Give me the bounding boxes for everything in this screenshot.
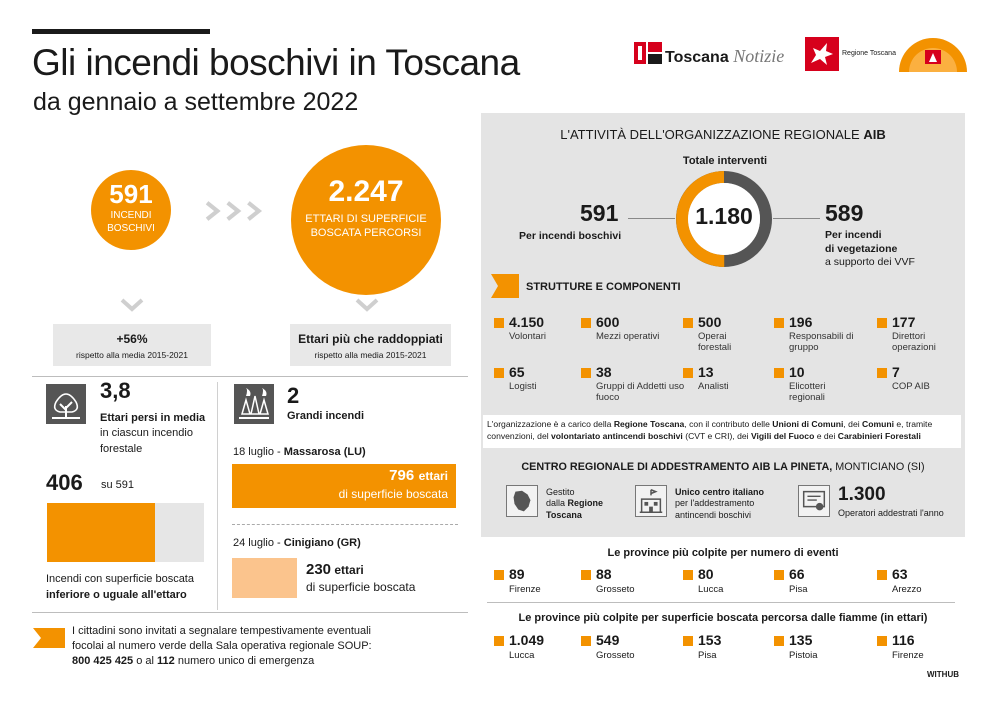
province-name: Firenze [892,650,924,661]
connector-line [628,218,675,219]
logo-toscana-word: Toscana [665,49,729,66]
org-text: L'organizzazione è a carico della [487,419,614,429]
ettari-label-1: ETTARI DI SUPERFICIE [305,213,427,225]
event-date: 18 luglio - [233,446,281,458]
vegetazione-value: 589 [825,200,864,226]
event-place: Massarosa (LU) [283,446,366,458]
component-label: COP AIB [892,381,930,392]
component-label: Gruppi di Addetti uso fuoco [596,381,685,403]
ettari-label-2: BOSCATA PERCORSI [310,226,422,239]
divider [32,612,468,613]
divider [32,376,468,377]
credit-withub: WITHUB [927,670,959,679]
citizens-notice [72,624,412,670]
connector-line [773,218,820,219]
organization-note [487,418,959,442]
component-value: 4.150 [509,314,545,330]
page-subtitle: da gennaio a settembre 2022 [33,88,359,116]
province-name: Pistoia [789,650,818,661]
operatori-value: 1.300 [838,484,886,505]
bullet-square [877,318,887,328]
gestito-2: dalla [546,498,566,509]
bullet-square [683,636,693,646]
event-cinigiano-swatch [232,558,297,598]
gestito-bold: Regione Toscana [546,498,604,520]
vegetazione-label-2: di vegetazione [825,242,898,255]
component-value: 13 [698,364,714,380]
piccoli-incendi-bar-fill [47,503,155,562]
unico-bold: Unico centro italiano [675,487,765,497]
media-ettari-value: 3,8 [100,378,131,403]
forest-fire-icon [234,384,274,424]
component-label: Volontari [509,331,546,342]
event-unit: ettari [418,469,448,483]
bullet-square [494,368,504,378]
bullet-square [774,636,784,646]
incendi-label-1: INCENDI [110,210,152,221]
citizens-line-2: focolai al numero verde della Sala operativa regionale SOUP: [72,640,372,653]
bullet-square [581,636,591,646]
province-name: Firenze [509,584,541,595]
unico-rest: per l'addestramento antincendi boschivi [675,498,755,520]
chevron-down-icon [120,298,144,312]
org-bold: Carabinieri Forestali [837,431,921,442]
component-label: Analisti [698,381,729,392]
event-date: 24 luglio - [233,537,281,549]
event-cinigiano-value [306,560,415,595]
centro-gestito [546,487,626,521]
aib-title [481,127,965,142]
provinces-events-title: Le province più colpite per numero di eventi [607,547,839,559]
citizens-end: numero unico di emergenza [177,655,315,668]
incendi-increase-note: rispetto alla media 2015-2021 [76,350,188,360]
piccoli-incendi-of: su 591 [101,479,135,491]
org-bold: Vigili del Fuoco [750,431,815,442]
event-hectares: 230 [306,561,332,578]
org-text: , dei [843,419,863,429]
bullet-square [494,636,504,646]
component-value: 177 [892,314,916,330]
boschivi-value: 591 [580,200,619,226]
province-value: 89 [509,566,525,582]
province-value: 1.049 [509,632,545,648]
event-massarosa-box [232,464,456,508]
piccoli-caption-1: Incendi con superficie boscata [46,573,194,585]
bullet-square [683,570,693,580]
component-value: 38 [596,364,612,380]
piccoli-incendi-value: 406 [46,470,83,495]
component-value: 7 [892,364,900,380]
province-value: 80 [698,566,714,582]
total-value: 1.180 [695,203,753,229]
province-name: Lucca [698,584,724,595]
province-name: Arezzo [892,584,922,595]
ettari-circle [291,145,441,295]
flag-marker-icon [33,628,65,648]
provinces-area-title: Le province più colpite per superficie boscata percorsa dalle fiamme (in ettari) [518,612,928,624]
gestito-1: Gestito [546,487,575,497]
province-name: Lucca [509,650,535,661]
dashed-divider [232,524,458,525]
toscana-notizie-logo-icon [634,42,662,64]
event-label: di superficie boscata [306,579,416,594]
grandi-incendi-label: Grandi incendi [287,410,365,422]
event-unit: ettari [334,563,364,577]
bullet-square [774,318,784,328]
ettari-increase-box [290,324,451,366]
bullet-square [494,570,504,580]
total-label: Totale interventi [682,155,768,167]
vegetazione-label [825,229,945,270]
component-value: 196 [789,314,813,330]
component-label: Operai forestali [698,331,732,353]
incendi-circle [91,170,171,250]
province-value: 153 [698,632,722,648]
incendi-increase-box [53,324,211,366]
piccoli-incendi-caption [46,572,224,604]
province-name: Grosseto [596,584,635,595]
chevrons-right-icon [205,200,267,222]
media-ettari-label-rest: in ciascun incendio forestale [100,427,193,455]
province-value: 66 [789,566,805,582]
component-value: 10 [789,364,805,380]
ettari-value: 2.247 [328,175,404,208]
bullet-square [581,570,591,580]
org-text: e, tramite convenzioni, del [487,419,933,442]
incendi-increase-value: +56% [116,332,148,346]
certificate-icon [798,485,830,517]
piccoli-caption-2: inferiore o uguale all'ettaro [46,588,187,601]
ettari-increase-note: rispetto alla media 2015-2021 [314,350,427,360]
org-bold: volontariato antincendi boschivi [551,431,683,442]
event-hectares: 796 [389,467,415,484]
emergency-number: 112 [157,655,175,668]
org-text: , con il contributo delle [684,419,773,429]
operatori-label: Operatori addestrati l'anno [838,508,944,518]
org-bold: Unioni di Comuni [772,419,844,429]
province-value: 549 [596,632,620,648]
bullet-square [774,368,784,378]
province-name: Grosseto [596,650,635,661]
regione-toscana-logo: Regione Toscana [842,50,896,57]
province-value: 116 [892,632,915,648]
bullet-square [683,318,693,328]
centro-title-bold: CENTRO REGIONALE DI ADDESTRAMENTO AIB LA PINETA, [521,461,833,473]
vegetazione-label-3: a supporto dei VVF [825,256,915,269]
toscana-notizie-logo [665,46,784,67]
top-rule [32,29,210,34]
incendi-label-2: BOSCHIVI [107,222,155,234]
burning-tree-icon [46,384,86,424]
component-label: Responsabili di gruppo [789,331,854,353]
component-value: 500 [698,314,722,330]
component-label: Elicotteri regionali [789,381,826,403]
component-value: 600 [596,314,620,330]
centro-title-rest: MONTICIANO (SI) [835,461,925,473]
org-bold: Comuni [862,419,895,429]
centro-title [481,461,965,473]
ettari-increase-value: Ettari più che raddoppiati [298,332,443,346]
bullet-square [494,318,504,328]
bullet-square [877,368,887,378]
citizens-mid: o al [136,655,154,668]
boschivi-label: Per incendi boschivi [519,230,622,242]
antincendi-boschivi-logo-icon [897,22,969,72]
component-label: Mezzi operativi [596,331,660,342]
province-name: Pisa [789,584,808,595]
org-bold: Regione Toscana [613,419,685,429]
bullet-square [581,318,591,328]
soup-phone: 800 425 425 [72,655,134,668]
logo-notizie-word: Notizie [733,46,785,66]
chevron-down-icon [355,298,379,312]
aib-title-text: L'ATTIVITÀ DELL'ORGANIZZAZIONE REGIONALE [560,127,860,142]
page-title: Gli incendi boschivi in Toscana [32,42,520,83]
training-building-icon [635,485,667,517]
centro-unico [675,487,795,521]
vegetazione-label-1: Per incendi [825,229,882,241]
citizens-line-1: I cittadini sono invitati a segnalare tempestivamente eventuali [72,625,372,637]
province-value: 88 [596,566,612,582]
aib-title-bold: AIB [863,127,886,142]
incendi-value: 591 [109,179,153,209]
grandi-incendi-value: 2 [287,383,300,408]
province-value: 63 [892,566,908,582]
component-label: Logisti [509,381,537,392]
regione-toscana-pegasus-icon [805,37,839,71]
media-ettari-label [100,411,220,457]
bullet-square [877,636,887,646]
org-text: (CVT e CRI), dei [682,431,751,442]
org-text: e dei [814,431,838,442]
flag-marker-icon [491,274,519,298]
bullet-square [877,570,887,580]
divider [487,602,955,603]
event-massarosa-heading [233,446,366,458]
media-ettari-label-bold: Ettari persi in media [100,412,206,424]
strutture-title: STRUTTURE E COMPONENTI [526,281,681,293]
province-name: Pisa [698,650,717,661]
component-value: 65 [509,364,525,380]
event-label: di superficie boscata [338,487,448,501]
bullet-square [774,570,784,580]
component-label: Direttori operazioni [892,331,936,353]
tuscany-map-icon [506,485,538,517]
province-value: 135 [789,632,813,648]
bullet-square [581,368,591,378]
bullet-square [683,368,693,378]
event-cinigiano-heading [233,537,361,549]
event-place: Cinigiano (GR) [283,537,361,549]
